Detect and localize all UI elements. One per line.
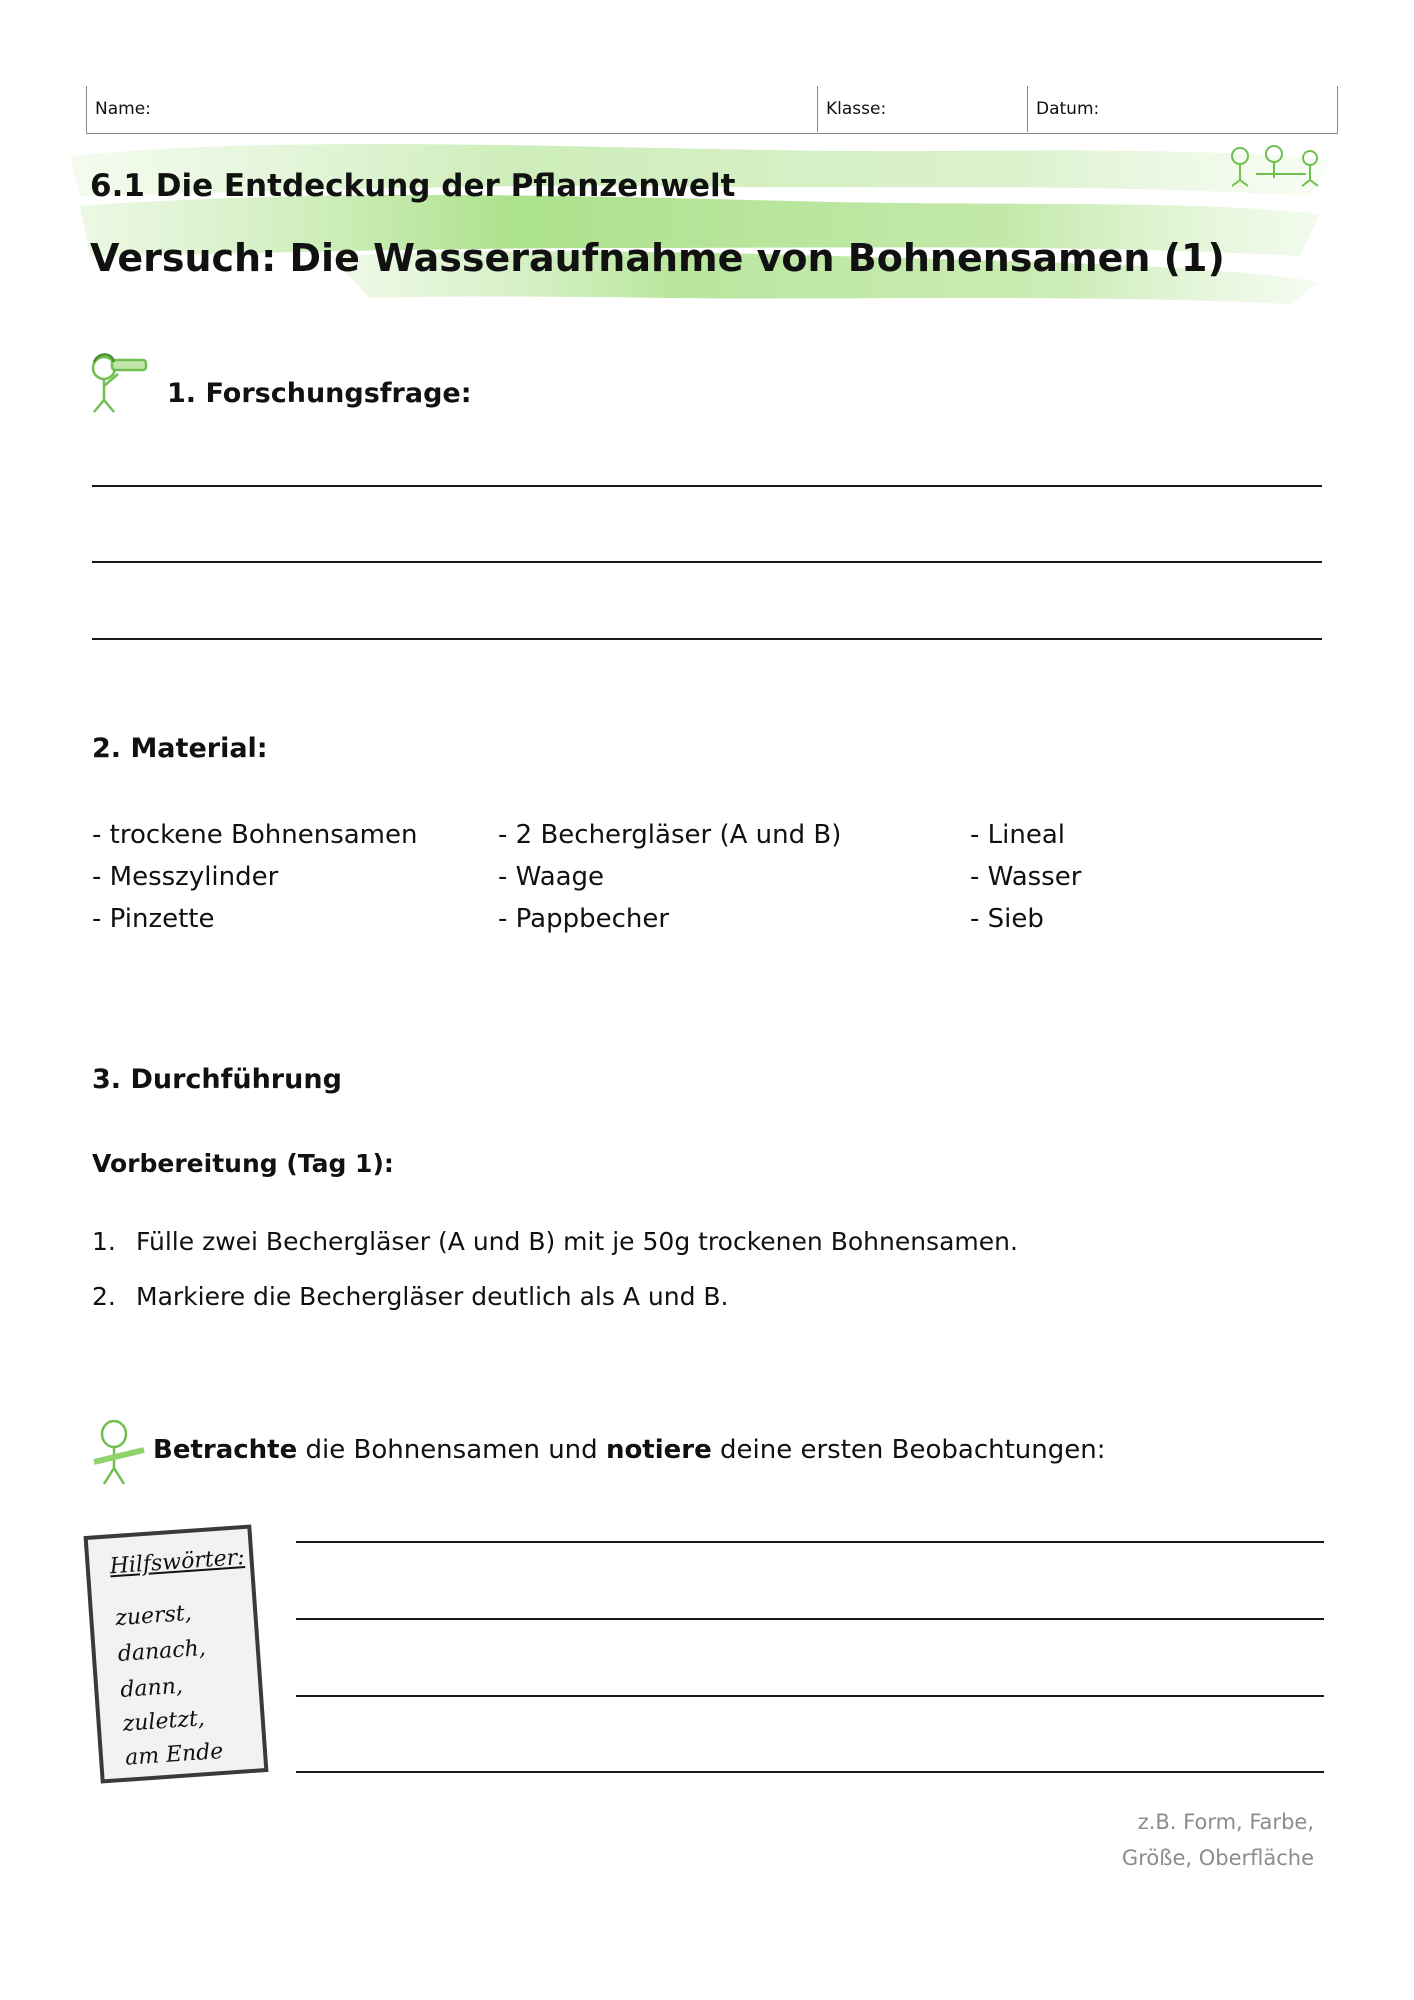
step-text: Fülle zwei Bechergläser (A und B) mit je 50g trockenen Bohnensamen. bbox=[136, 1227, 1018, 1256]
help-word: zuletzt, bbox=[121, 1706, 206, 1737]
kids-group-icon bbox=[1226, 144, 1326, 190]
observe-instruction bbox=[153, 1435, 1105, 1465]
help-word: zuerst, bbox=[114, 1600, 193, 1632]
observe-verb: Betrachte bbox=[153, 1435, 298, 1465]
help-word: am Ende bbox=[124, 1738, 225, 1771]
name-field[interactable] bbox=[87, 86, 817, 132]
hint-line: Größe, Oberfläche bbox=[1121, 1846, 1314, 1870]
header-table bbox=[86, 86, 1338, 134]
help-words-title: Hilfswörter: bbox=[108, 1545, 246, 1580]
help-word: danach, bbox=[117, 1635, 207, 1668]
step-number: 1. bbox=[92, 1227, 116, 1256]
answer-line[interactable] bbox=[92, 638, 1322, 640]
observation-line[interactable] bbox=[296, 1618, 1324, 1620]
name-label: Name: bbox=[95, 99, 151, 119]
observation-line[interactable] bbox=[296, 1541, 1324, 1543]
material-item: - Waage bbox=[498, 862, 605, 892]
material-column-3 bbox=[970, 814, 1081, 940]
answer-line[interactable] bbox=[92, 485, 1322, 487]
preparation-heading: Vorbereitung (Tag 1): bbox=[92, 1149, 394, 1178]
step-text: Markiere die Bechergläser deutlich als A und B. bbox=[136, 1282, 729, 1311]
material-item: - trockene Bohnensamen bbox=[92, 820, 418, 850]
research-question-heading: 1. Forschungsfrage: bbox=[167, 378, 472, 409]
procedure-heading: 3. Durchführung bbox=[92, 1064, 342, 1095]
help-words-box bbox=[84, 1524, 269, 1783]
date-label: Datum: bbox=[1036, 99, 1100, 119]
observe-text: deine ersten Beobachtungen: bbox=[711, 1435, 1106, 1465]
step-number: 2. bbox=[92, 1282, 116, 1311]
date-field[interactable] bbox=[1028, 86, 1338, 132]
material-item: - Sieb bbox=[970, 904, 1044, 934]
green-brush-banner bbox=[70, 136, 1340, 316]
material-item: - Wasser bbox=[970, 862, 1082, 892]
material-item: - Lineal bbox=[970, 820, 1065, 850]
pencil-kid-icon bbox=[90, 1418, 150, 1488]
observe-text: die Bohnensamen und bbox=[297, 1435, 606, 1465]
note-verb: notiere bbox=[605, 1435, 712, 1465]
section-code: 6.1 Die Entdeckung der Pflanzenwelt bbox=[90, 168, 736, 204]
material-item: - Pinzette bbox=[92, 904, 215, 934]
material-heading: 2. Material: bbox=[92, 733, 268, 764]
material-item: - 2 Bechergläser (A und B) bbox=[498, 820, 842, 850]
telescope-explorer-icon bbox=[84, 350, 152, 414]
hint-line: z.B. Form, Farbe, bbox=[1137, 1810, 1314, 1834]
help-word: dann, bbox=[119, 1673, 184, 1703]
worksheet-title: Versuch: Die Wasseraufnahme von Bohnensamen (1) bbox=[90, 236, 1225, 280]
class-label: Klasse: bbox=[826, 99, 887, 119]
class-field[interactable] bbox=[818, 86, 1027, 132]
material-column-1 bbox=[92, 814, 417, 940]
observation-line[interactable] bbox=[296, 1695, 1324, 1697]
material-column-2 bbox=[498, 814, 841, 940]
material-item: - Pappbecher bbox=[498, 904, 670, 934]
answer-line[interactable] bbox=[92, 561, 1322, 563]
observation-line[interactable] bbox=[296, 1771, 1324, 1773]
material-item: - Messzylinder bbox=[92, 862, 279, 892]
